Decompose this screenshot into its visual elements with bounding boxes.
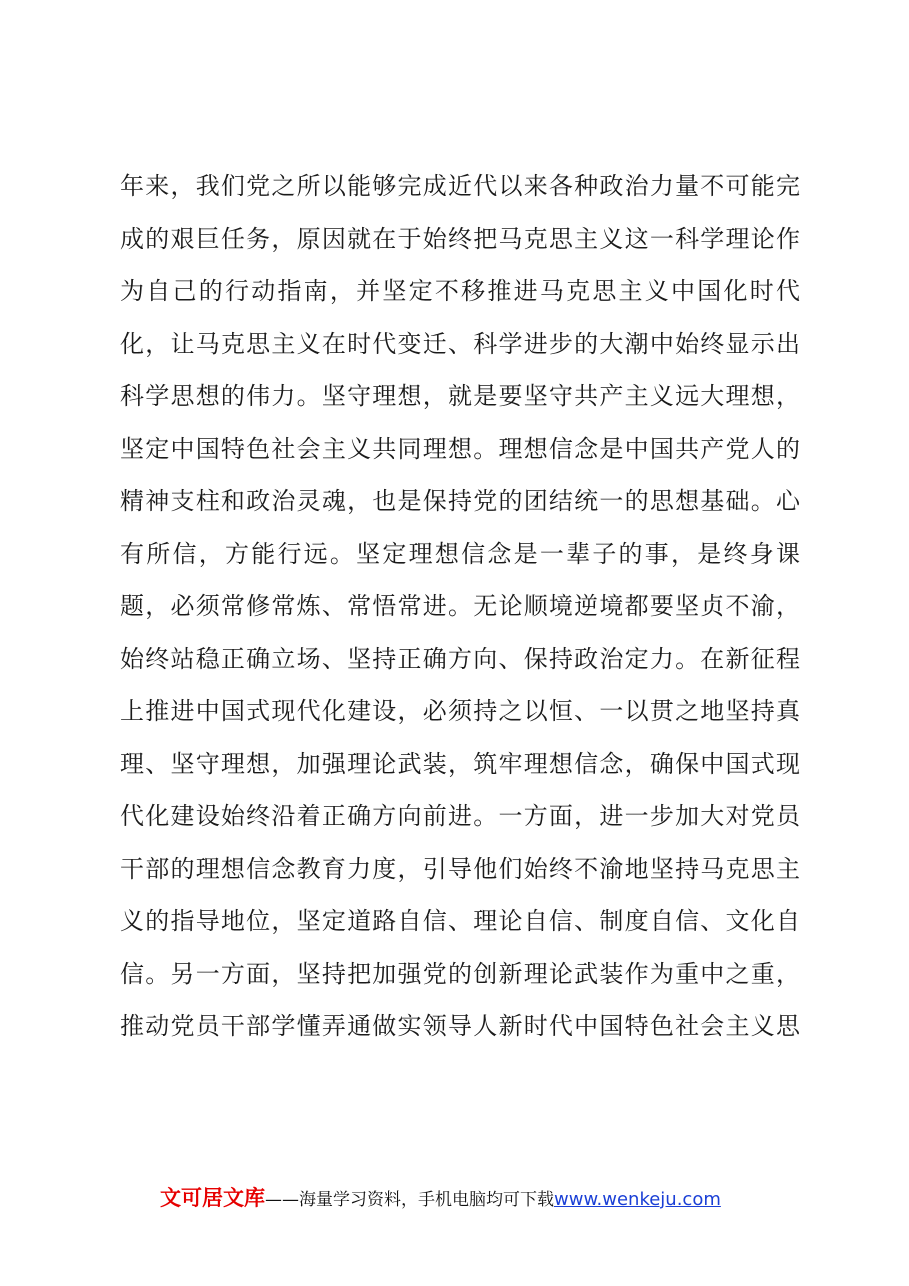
text-line: 代化建设始终沿着正确方向前进。一方面，进一步加大对党员 xyxy=(120,802,800,830)
text-line: 化，让马克思主义在时代变迁、科学进步的大潮中始终显示出 xyxy=(120,329,800,358)
text-line: 为自己的行动指南，并坚定不移推进马克思主义中国化时代 xyxy=(120,277,800,305)
footer-link[interactable]: www.wenkeju.com xyxy=(554,1189,721,1210)
text-line: 理、坚守理想，加强理论武装，筑牢理想信念，确保中国式现 xyxy=(120,749,800,778)
text-line: 干部的理想信念教育力度，引导他们始终不渝地坚持马克思主 xyxy=(120,854,800,883)
text-line: 信。另一方面，坚持把加强党的创新理论武装作为重中之重， xyxy=(120,959,800,988)
body-text xyxy=(120,160,800,1053)
text-line: 义的指导地位，坚定道路自信、理论自信、制度自信、文化自 xyxy=(120,907,800,935)
text-line: 坚定中国特色社会主义共同理想。理想信念是中国共产党人的 xyxy=(120,434,800,463)
text-line: 始终站稳正确立场、坚持正确方向、保持政治定力。在新征程 xyxy=(120,644,800,673)
footer-brand: 文可居文库 xyxy=(160,1186,265,1210)
text-line: 题，必须常修常炼、常悟常进。无论顺境逆境都要坚贞不渝， xyxy=(120,592,800,620)
text-line: 成的艰巨任务，原因就在于始终把马克思主义这一科学理论作 xyxy=(120,224,800,253)
text-line: 推动党员干部学懂弄通做实领导人新时代中国特色社会主义思 xyxy=(120,1012,800,1040)
text-line: 上推进中国式现代化建设，必须持之以恒、一以贯之地坚持真 xyxy=(120,697,800,725)
text-line: 精神支柱和政治灵魂，也是保持党的团结统一的思想基础。心 xyxy=(120,487,800,515)
text-line: 有所信，方能行远。坚定理想信念是一辈子的事，是终身课 xyxy=(120,539,800,568)
text-line: 年来，我们党之所以能够完成近代以来各种政治力量不可能完 xyxy=(120,172,800,200)
page-footer xyxy=(160,1181,800,1215)
text-line: 科学思想的伟力。坚守理想，就是要坚守共产主义远大理想， xyxy=(120,382,800,410)
footer-slogan: ——海量学习资料，手机电脑均可下载 xyxy=(265,1190,554,1210)
